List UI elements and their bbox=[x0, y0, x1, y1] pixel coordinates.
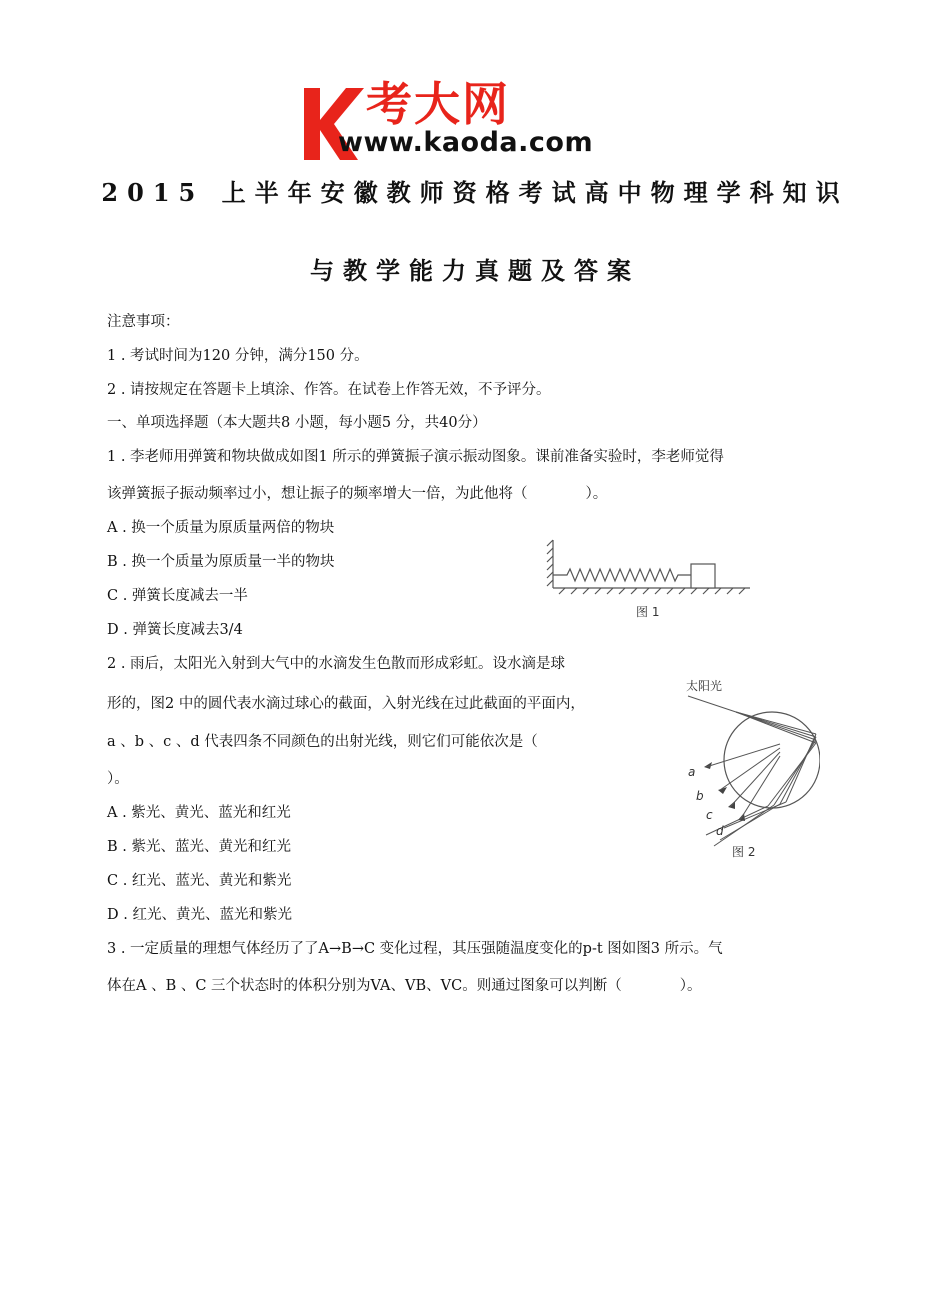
figure-1-spring-oscillator bbox=[545, 538, 755, 623]
notes-item-2: 2 . 请按规定在答题卡上填涂、作答。在试卷上作答无效，不予评分。 bbox=[107, 382, 551, 398]
q1-option-b: B . 换一个质量为原质量一半的物块 bbox=[107, 554, 335, 570]
figure-2-water-droplet bbox=[680, 670, 820, 865]
document-title-line-2: 与教学能力真题及答案 bbox=[310, 256, 640, 285]
q1-stem-line-1: 1 . 李老师用弹簧和物块做成如图1 所示的弹簧振子演示振动图象。课前准备实验时，李老师觉得 bbox=[107, 449, 724, 465]
notes-item-1: 1 . 考试时间为120 分钟，满分150 分。 bbox=[107, 348, 369, 364]
q1-option-c: C . 弹簧长度减去一半 bbox=[107, 588, 248, 604]
ray-label-c: c bbox=[706, 808, 713, 822]
q1-option-a: A . 换一个质量为原质量两倍的物块 bbox=[107, 520, 335, 536]
kaoda-logo bbox=[300, 78, 640, 168]
q1-option-d: D . 弹簧长度减去3/4 bbox=[107, 622, 243, 638]
q2-option-d: D . 红光、黄光、蓝光和紫光 bbox=[107, 907, 292, 923]
q3-stem-line-1: 3 . 一定质量的理想气体经历了了A→B→C 变化过程，其压强随温度变化的p-t 图如图3 所示。气 bbox=[107, 941, 723, 957]
q2-stem-line-2: 形的，图2 中的圆代表水滴过球心的截面，入射光线在过此截面的平面内， bbox=[107, 696, 585, 712]
notes-heading: 注意事项： bbox=[107, 314, 180, 330]
figure-2-caption: 图 2 bbox=[732, 845, 756, 859]
logo-brand-text: 考大网 bbox=[366, 77, 510, 131]
q2-stem-line-4: ）。 bbox=[107, 771, 129, 787]
figure-2-sun-label: 太阳光 bbox=[686, 679, 723, 693]
logo-url-text: www.kaoda.com bbox=[338, 127, 594, 158]
ray-label-b: b bbox=[696, 789, 704, 803]
ray-label-a: a bbox=[688, 765, 696, 779]
document-title-line-1: 2015 上半年安徽教师资格考试高中物理学科知识 bbox=[101, 178, 849, 207]
q3-stem-line-2: 体在A 、B 、C 三个状态时的体积分别为VA、VB、VC。则通过图象可以判断（ ）。 bbox=[107, 978, 702, 994]
q2-option-c: C . 红光、蓝光、黄光和紫光 bbox=[107, 873, 292, 889]
ray-label-d: d bbox=[716, 824, 724, 838]
q1-stem-line-2: 该弹簧振子振动频率过小，想让振子的频率增大一倍，为此他将（ ）。 bbox=[107, 486, 608, 502]
section-heading: 一、单项选择题（本大题共8 小题，每小题5 分，共40分） bbox=[107, 415, 487, 431]
q2-option-a: A . 紫光、黄光、蓝光和红光 bbox=[107, 805, 291, 821]
q2-stem-line-1: 2 . 雨后，太阳光入射到大气中的水滴发生色散而形成彩虹。设水滴是球 bbox=[107, 656, 566, 672]
q2-stem-line-3: a 、b 、c 、d 代表四条不同颜色的出射光线，则它们可能依次是（ bbox=[107, 734, 538, 750]
figure-1-caption: 图 1 bbox=[636, 605, 660, 619]
q2-option-b: B . 紫光、蓝光、黄光和红光 bbox=[107, 839, 291, 855]
